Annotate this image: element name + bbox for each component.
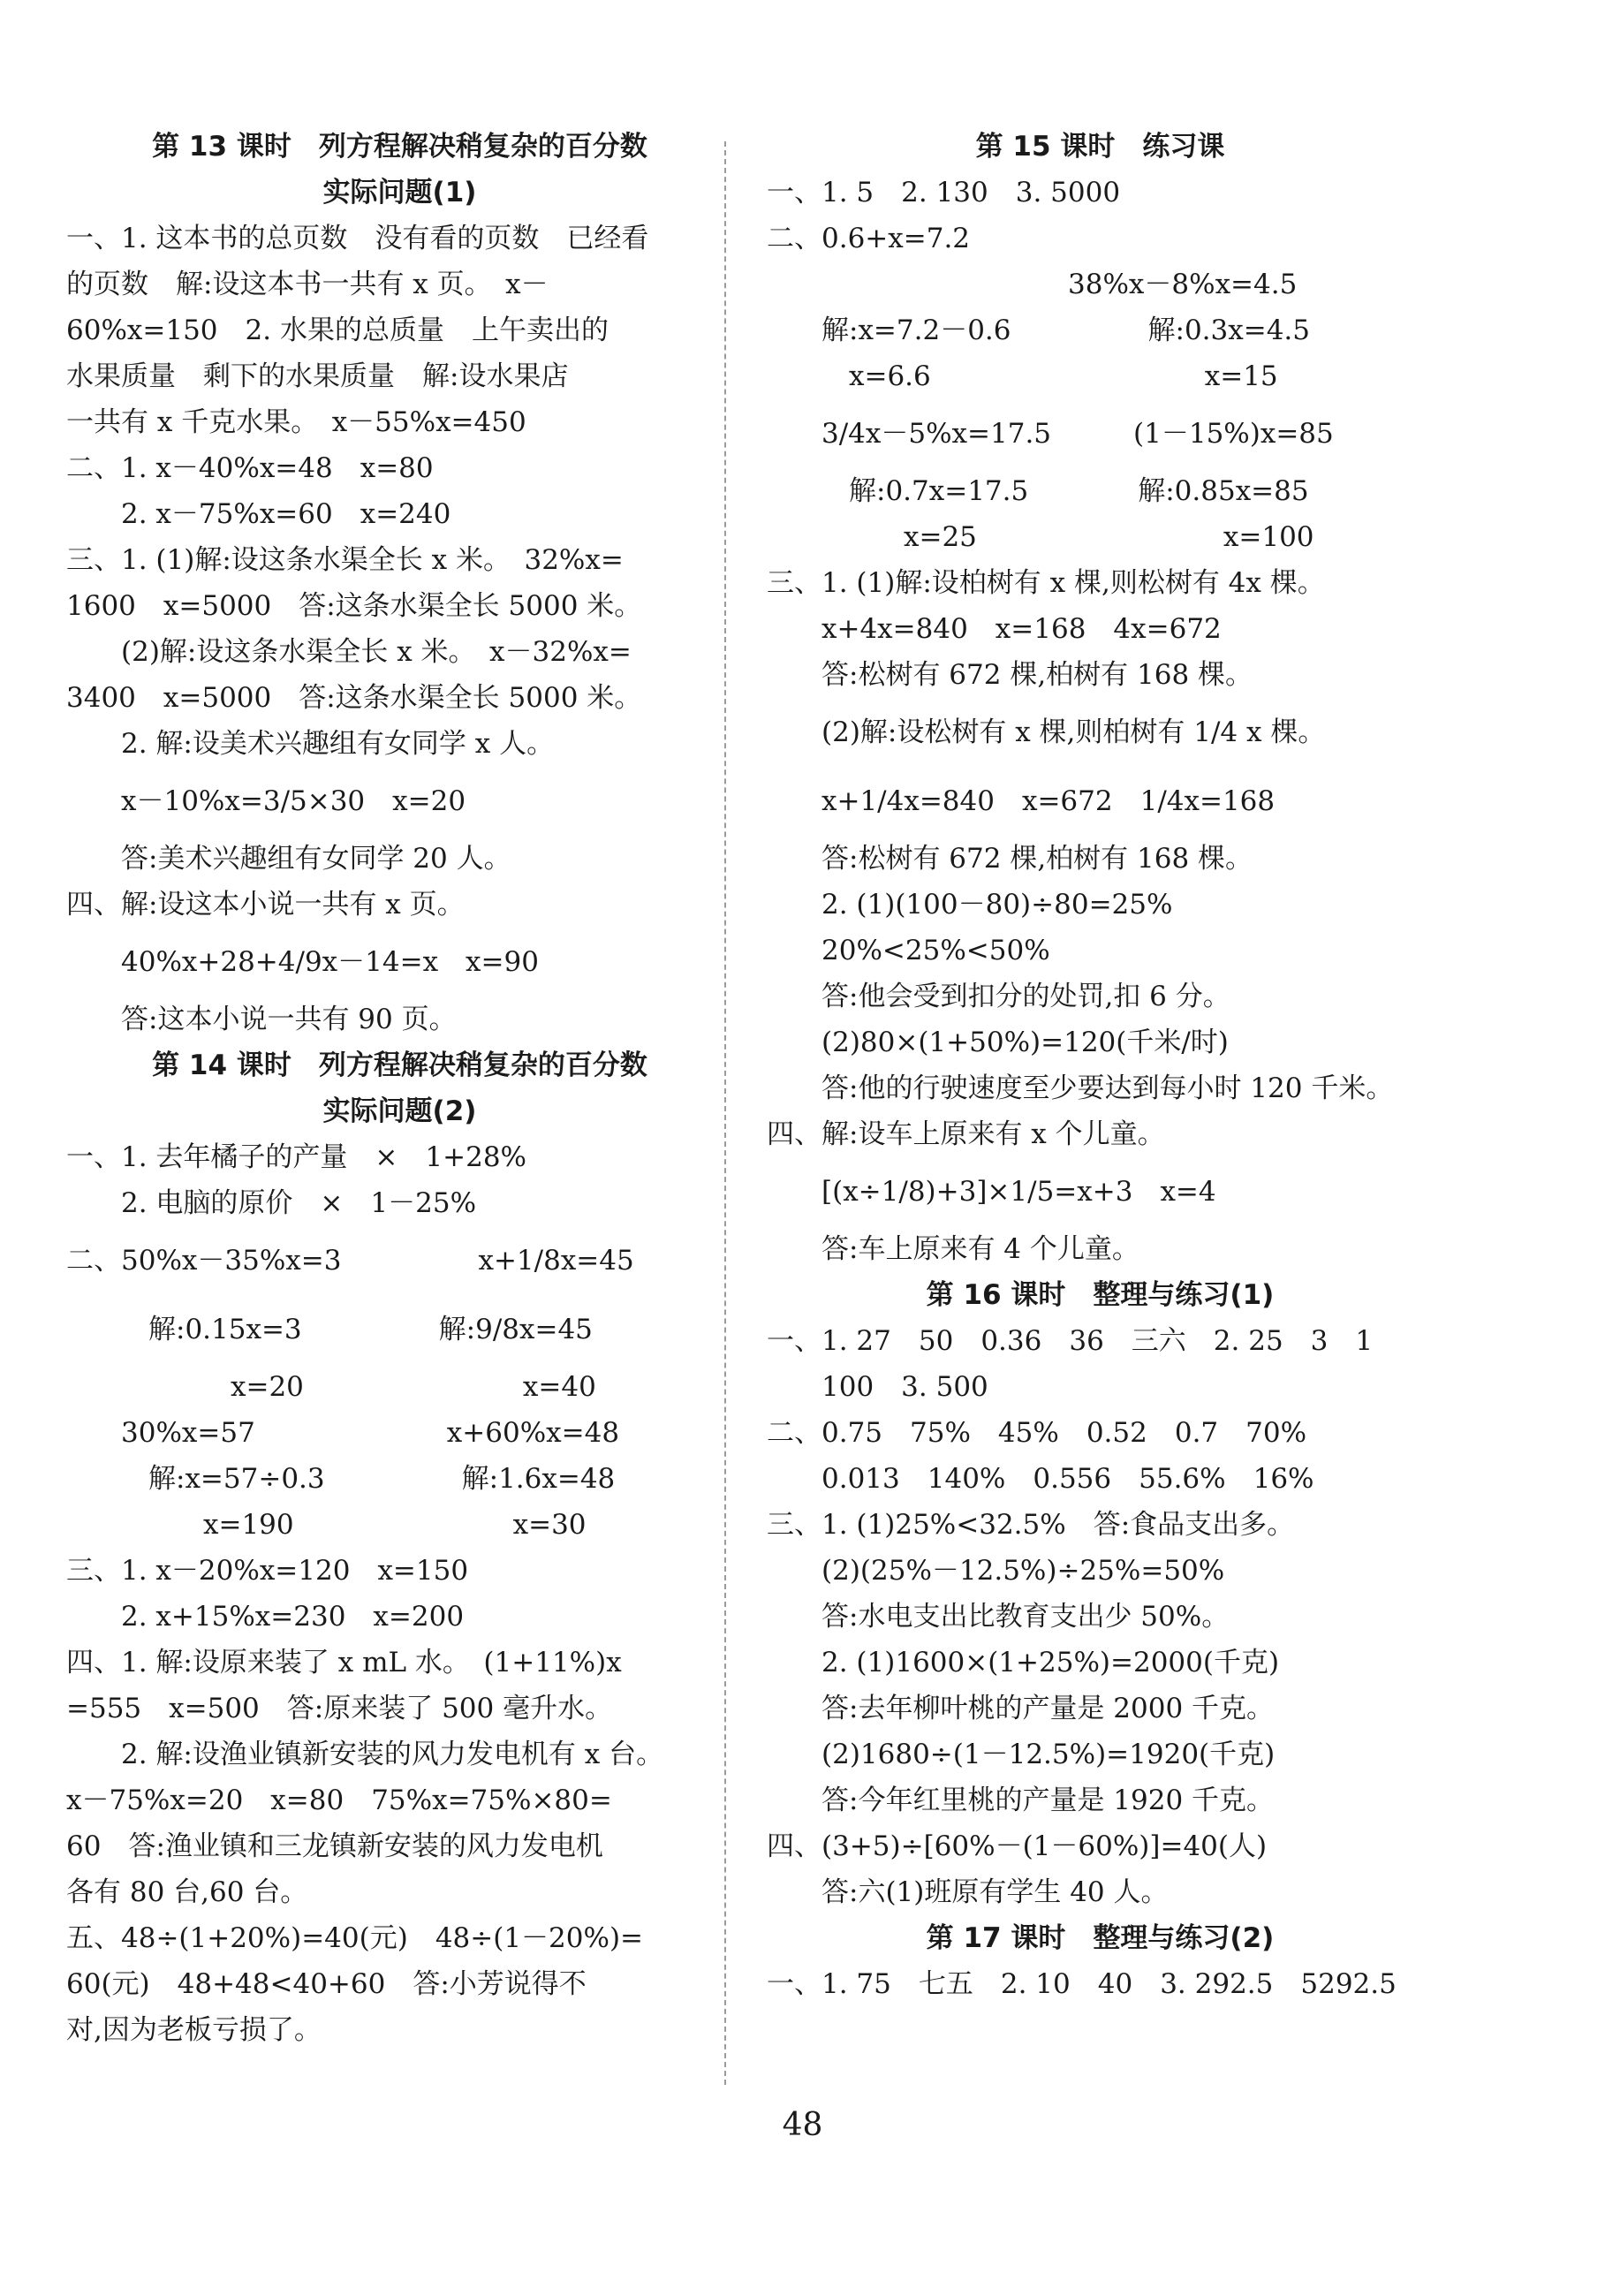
answer-line: 60(元) 48+48<40+60 答:小芳说得不 (66, 1968, 587, 2000)
answer-line: 60%x=150 2. 水果的总质量 上午卖出的 (66, 314, 609, 346)
answer-line: 四、(3+5)÷[60%－(1－60%)]=40(人) (767, 1830, 1268, 1862)
answer-line: 二、0.75 75% 45% 0.52 0.7 70% (767, 1417, 1307, 1449)
answer-line: 2. (1)1600×(1+25%)=2000(千克) (767, 1647, 1280, 1678)
answer-line: 三、1. x－20%x=120 x=150 (66, 1555, 469, 1587)
answer-line: 答:车上原来有 4 个儿童。 (767, 1233, 1139, 1265)
section-heading: 第 17 课时 整理与练习(2) (926, 1922, 1275, 1954)
answer-line: [(x÷1/8)+3]×1/5=x+3 x=4 (767, 1176, 1216, 1208)
answer-line: x－10%x=3/5×30 x=20 (66, 785, 466, 817)
answer-line: 答:水电支出比教育支出少 50%。 (767, 1601, 1230, 1633)
answer-line: (2)(25%－12.5%)÷25%=50% (767, 1555, 1225, 1587)
column-divider (724, 141, 726, 2085)
answer-line: 二、50%x－35%x=3 x+1/8x=45 (66, 1245, 634, 1277)
answer-line: 2. x－75%x=60 x=240 (66, 498, 451, 530)
section-heading: 第 16 课时 整理与练习(1) (926, 1279, 1275, 1311)
section-heading: 实际问题(1) (322, 177, 477, 208)
answer-line: 0.013 140% 0.556 55.6% 16% (767, 1463, 1314, 1495)
answer-line: 3/4x－5%x=17.5 (1－15%)x=85 (767, 418, 1334, 450)
answer-line: 解:0.15x=3 解:9/8x=45 (66, 1314, 593, 1345)
answer-line: 答:这本小说一共有 90 页。 (66, 1004, 457, 1035)
answer-line: 2. x+15%x=230 x=200 (66, 1601, 465, 1633)
answer-line: 2. 解:设渔业镇新安装的风力发电机有 x 台。 (66, 1739, 664, 1770)
answer-line: 各有 80 台,60 台。 (66, 1876, 308, 1908)
answer-line: 解:x=57÷0.3 解:1.6x=48 (66, 1463, 616, 1495)
answer-line: x+4x=840 x=168 4x=672 (767, 613, 1222, 645)
answer-line: 四、解:设车上原来有 x 个儿童。 (767, 1118, 1165, 1150)
section-heading: 第 13 课时 列方程解决稍复杂的百分数 (152, 131, 647, 163)
answer-line: x=190 x=30 (66, 1509, 587, 1541)
answer-line: 答:他会受到扣分的处罚,扣 6 分。 (767, 981, 1230, 1012)
answer-line: (2)解:设松树有 x 棵,则柏树有 1/4 x 棵。 (767, 716, 1326, 748)
answer-line: 答:松树有 672 棵,柏树有 168 棵。 (767, 843, 1253, 875)
answer-line: 2. 解:设美术兴趣组有女同学 x 人。 (66, 728, 555, 760)
answer-line: 20%<25%<50% (767, 935, 1050, 966)
answer-line: 解:x=7.2－0.6 解:0.3x=4.5 (767, 314, 1311, 346)
answer-line: 一、1. 75 七五 2. 10 40 3. 292.5 5292.5 (767, 1968, 1397, 2000)
answer-line: 一共有 x 千克水果。 x－55%x=450 (66, 406, 526, 438)
answer-line: 一、1. 去年橘子的产量 × 1+28% (66, 1141, 527, 1173)
section-heading: 第 14 课时 列方程解决稍复杂的百分数 (152, 1049, 647, 1081)
answer-line: x=25 x=100 (767, 521, 1314, 553)
answer-line: (2)80×(1+50%)=120(千米/时) (767, 1027, 1229, 1058)
answer-line: 解:0.7x=17.5 解:0.85x=85 (767, 475, 1309, 507)
answer-line: 38%x－8%x=4.5 (767, 269, 1298, 300)
answer-line: 答:美术兴趣组有女同学 20 人。 (66, 843, 511, 875)
answer-line: 水果质量 剩下的水果质量 解:设水果店 (66, 360, 569, 392)
answer-line: 2. 电脑的原价 × 1－25% (66, 1187, 477, 1219)
answer-line: 三、1. (1)解:设柏树有 x 棵,则松树有 4x 棵。 (767, 567, 1325, 599)
left-column (66, 124, 733, 2053)
answer-line: 一、1. 27 50 0.36 36 三六 2. 25 3 1 (767, 1325, 1374, 1357)
answer-line: 一、1. 5 2. 130 3. 5000 (767, 177, 1121, 208)
section-heading: 实际问题(2) (322, 1095, 477, 1127)
answer-line: =555 x=500 答:原来装了 500 毫升水。 (66, 1693, 613, 1724)
answer-line: 四、1. 解:设原来装了 x mL 水。 (1+11%)x (66, 1647, 622, 1678)
answer-line: 100 3. 500 (767, 1371, 988, 1403)
answer-line: 答:他的行驶速度至少要达到每小时 120 千米。 (767, 1072, 1394, 1104)
answer-line: 一、1. 这本书的总页数 没有看的页数 已经看 (66, 223, 649, 254)
answer-line: 二、1. x－40%x=48 x=80 (66, 452, 434, 484)
answer-line: x=6.6 x=15 (767, 360, 1278, 392)
answer-line: 四、解:设这本小说一共有 x 页。 (66, 889, 465, 921)
answer-line: x+1/4x=840 x=672 1/4x=168 (767, 785, 1276, 817)
answer-line: 五、48÷(1+20%)=40(元) 48÷(1－20%)= (66, 1922, 644, 1954)
page-number: 48 (782, 2107, 823, 2143)
answer-line: 二、0.6+x=7.2 (767, 223, 971, 254)
answer-line: 答:去年柳叶桃的产量是 2000 千克。 (767, 1693, 1275, 1724)
answer-line: 2. (1)(100－80)÷80=25% (767, 889, 1173, 921)
answer-line: 1600 x=5000 答:这条水渠全长 5000 米。 (66, 590, 642, 622)
answer-line: 30%x=57 x+60%x=48 (66, 1417, 620, 1449)
answer-line: (2)解:设这条水渠全长 x 米。 x－32%x= (66, 636, 632, 668)
section-heading: 第 15 课时 练习课 (975, 131, 1225, 163)
answer-line: 答:松树有 672 棵,柏树有 168 棵。 (767, 659, 1253, 691)
answer-line: 答:今年红里桃的产量是 1920 千克。 (767, 1785, 1275, 1816)
answer-line: 60 答:渔业镇和三龙镇新安装的风力发电机 (66, 1830, 603, 1862)
answer-line: 40%x+28+4/9x－14=x x=90 (66, 946, 539, 978)
answer-line: 三、1. (1)解:设这条水渠全长 x 米。 32%x= (66, 544, 624, 576)
answer-line: 3400 x=5000 答:这条水渠全长 5000 米。 (66, 682, 642, 714)
answer-line: 对,因为老板亏损了。 (66, 2014, 322, 2046)
answer-line: 的页数 解:设这本书一共有 x 页。 x－ (66, 269, 549, 300)
answer-line: 答:六(1)班原有学生 40 人。 (767, 1876, 1169, 1908)
answer-line: x－75%x=20 x=80 75%x=75%×80= (66, 1785, 612, 1816)
answer-line: x=20 x=40 (66, 1371, 596, 1403)
right-column (767, 124, 1434, 2007)
answer-line: 三、1. (1)25%<32.5% 答:食品支出多。 (767, 1509, 1295, 1541)
answer-line: (2)1680÷(1－12.5%)=1920(千克) (767, 1739, 1276, 1770)
